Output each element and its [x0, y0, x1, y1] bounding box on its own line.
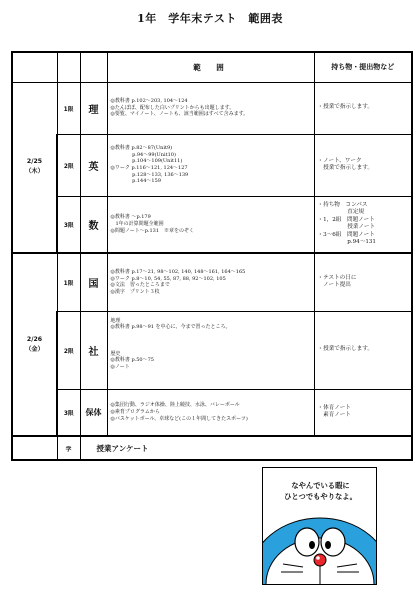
- items-cell: [314, 389, 412, 436]
- range-cell: [107, 253, 314, 311]
- range-cell: [107, 82, 314, 134]
- date-cell-day2: [12, 253, 57, 436]
- item-line: 直定規: [317, 209, 365, 216]
- table-row: [12, 311, 412, 389]
- subject-cell: 数: [80, 196, 107, 253]
- range-spacer: [111, 331, 311, 351]
- table-row: [12, 82, 412, 134]
- item-line: ・授業で指示します。: [317, 104, 373, 111]
- period-cell: 3限: [57, 389, 80, 436]
- period-cell: 1限: [57, 253, 80, 311]
- range-line: ◎ノート: [110, 363, 130, 370]
- item-line: ・ノート、ワーク: [317, 157, 362, 164]
- range-line: ◎教科書 p.98～91 を中心に、今まで習ったところ。: [110, 324, 231, 331]
- item-line: 授業ノート: [317, 224, 376, 231]
- range-line: p.104～109(Unit11): [110, 158, 183, 165]
- range-line: ◎バスケットボール、卓球など(この１年間してきたスポーツ): [110, 415, 248, 422]
- subject-cell: 理: [80, 82, 107, 134]
- date-label: 2/25: [26, 158, 43, 166]
- range-line: ◎ワーク p.116～121, 124～127: [110, 165, 188, 171]
- header-items: 持ち物・提出物など: [314, 52, 412, 82]
- subject-cell: 国: [80, 253, 107, 311]
- item-line: 授業で指示します。: [317, 165, 373, 171]
- subject-cell: 英: [80, 134, 107, 196]
- table-header-row: [12, 52, 412, 82]
- range-cell: [107, 389, 314, 436]
- items-cell: [314, 82, 412, 134]
- range-line: ◎教科書 p.82～87(Unit9): [110, 145, 173, 152]
- exam-range-table: [11, 51, 413, 461]
- range-line: ◎たんぽぽ、配布した白いプリントからも出題します。: [110, 104, 235, 111]
- range-line: ◎教科書 p.17～21, 98～102, 140, 148～161, 164～165: [110, 269, 246, 276]
- motivation-poster: [262, 467, 377, 585]
- period-cell: 2限: [57, 311, 80, 389]
- range-line: ◎問題ノート～p.131 ※章をのぞく: [110, 227, 195, 234]
- survey-row: [12, 436, 412, 460]
- period-cell: 2限: [57, 134, 80, 196]
- range-line: ◎ワーク p.8～10, 54, 55, 87, 88, 92～102, 105: [110, 275, 226, 282]
- table-row: [12, 389, 412, 436]
- range-cell: [107, 311, 314, 389]
- page-title: 1年 学年末テスト 範囲表: [137, 12, 283, 25]
- range-line: ◎集団行動、ラジオ体操、陸上競技、水泳、バレーボール: [110, 402, 240, 409]
- period-cell: 3限: [57, 196, 80, 253]
- survey-period: 学: [57, 436, 80, 460]
- range-line: ◎漢字 プリント３枚: [110, 288, 160, 295]
- survey-label: 授業アンケート: [80, 436, 412, 460]
- range-cell: [107, 134, 314, 196]
- range-line: p.94～99(Unit10): [110, 151, 176, 158]
- range-section-label: 歴史: [110, 350, 121, 357]
- weekday-label: （金）: [25, 345, 44, 353]
- items-cell: [314, 134, 412, 196]
- table-row: [12, 134, 412, 196]
- date-cell-day1: [12, 82, 57, 253]
- subject-cell: 社: [80, 311, 107, 389]
- range-line: ◎教科書 p.50～75: [110, 357, 154, 364]
- range-line: p.128～133, 136～139: [110, 171, 189, 178]
- range-line: ◎教科書 p.102～203, 104～124: [110, 98, 188, 105]
- range-line: ◎文法 習ったところまで: [110, 282, 170, 289]
- items-cell: [314, 196, 412, 253]
- range-line: 1年の計算問題全範囲: [110, 220, 164, 227]
- poster-line: ひとつでもやりなよ。: [284, 492, 357, 501]
- item-line: p.94～131: [317, 239, 376, 246]
- header-range: 範 囲: [107, 52, 314, 82]
- range-line: ◎教科書 ～p.179: [110, 214, 151, 221]
- range-line: ◎素育プログラムから: [110, 408, 160, 415]
- poster-line: なやんでいる暇に: [291, 481, 350, 490]
- subject-cell: 保体: [80, 389, 107, 436]
- item-line: ・3～6組 問題ノート: [317, 231, 375, 238]
- weekday-label: （木）: [25, 168, 44, 176]
- item-line: 素育ノート: [317, 412, 351, 419]
- range-line: ◎要覧、マイノート、ノートも、該当範囲はすべて含みます。: [110, 111, 249, 118]
- item-line: ・授業で指示します。: [317, 346, 373, 353]
- period-cell: 1限: [57, 82, 80, 134]
- item-line: ・持ち物 コンパス: [317, 202, 368, 209]
- table-row: [12, 253, 412, 311]
- item-line: ノート提出: [317, 282, 351, 289]
- items-cell: [314, 253, 412, 311]
- poster-caption: [263, 480, 377, 502]
- item-line: ・体育ノート: [317, 404, 351, 411]
- item-line: ・1，2組 問題ノート: [317, 216, 375, 223]
- range-section-label: 地理: [110, 317, 121, 324]
- range-cell: [107, 196, 314, 253]
- range-line: p.144～159: [110, 178, 161, 185]
- date-label: 2/26: [26, 335, 43, 343]
- items-cell: [314, 311, 412, 389]
- item-line: ・テストの日に: [317, 274, 357, 281]
- table-row: [12, 196, 412, 253]
